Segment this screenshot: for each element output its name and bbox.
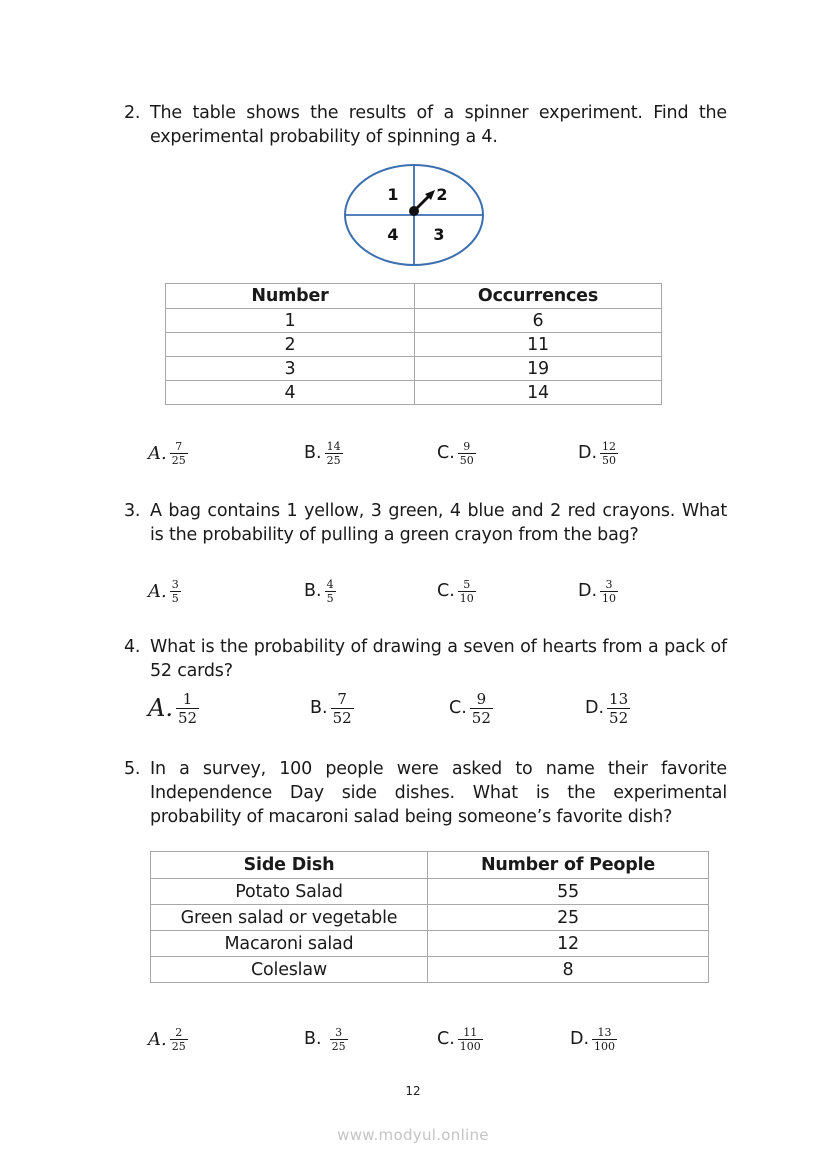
table-header: Number of People (428, 852, 709, 879)
fraction: $\frac{5}{10}$ (459, 577, 474, 605)
question-2 (124, 101, 727, 149)
table-row (151, 931, 709, 957)
fraction: $\frac{12}{50}$ (602, 439, 617, 467)
spinner-section-2: 2 (436, 185, 448, 204)
option-b[interactable]: B. $\frac{3}{25}$ (304, 1025, 346, 1053)
question-text: What is the probability of drawing a seven of hearts from a pack of 52 cards? (150, 637, 727, 681)
table-cell: 11 (415, 333, 662, 357)
option-b[interactable]: B. $\frac{4}{5}$ (304, 577, 334, 605)
question-text: In a survey, 100 people were asked to name their favorite Independence Day side dishes. What is the experimental probability of macaroni salad being someone’s favorite dish? (150, 759, 727, 827)
table-cell: 4 (166, 381, 415, 405)
table-cell: 1 (166, 309, 415, 333)
table-cell: Macaroni salad (151, 931, 428, 957)
option-a[interactable]: A. $\frac{7}{25}$ (148, 439, 186, 467)
table-row (166, 357, 662, 381)
question-3 (124, 499, 727, 547)
table-header: Side Dish (151, 852, 428, 879)
option-c[interactable]: C. $\frac{9}{50}$ (437, 439, 474, 467)
table-cell: 55 (428, 879, 709, 905)
question-number: 2. (124, 103, 141, 123)
fraction: $\frac{14}{25}$ (326, 439, 341, 467)
fraction: $\frac{7}{25}$ (171, 439, 186, 467)
table-header: Occurrences (415, 284, 662, 309)
table-cell: Potato Salad (151, 879, 428, 905)
option-b[interactable]: B. $\frac{7}{52}$ (310, 689, 352, 727)
table-cell: 14 (415, 381, 662, 405)
table-row (166, 333, 662, 357)
option-d[interactable]: D. $\frac{12}{50}$ (578, 439, 617, 467)
question-number: 4. (124, 637, 141, 657)
option-a[interactable]: A. $\frac{3}{5}$ (148, 577, 179, 605)
table-cell: 3 (166, 357, 415, 381)
table-row (166, 309, 662, 333)
side-dish-table (150, 851, 709, 983)
table-row (151, 957, 709, 983)
question-number: 5. (124, 759, 141, 779)
fraction: $\frac{1}{52}$ (177, 689, 198, 727)
question-4 (124, 635, 727, 683)
option-b[interactable]: B. $\frac{14}{25}$ (304, 439, 341, 467)
table-cell: Green salad or vegetable (151, 905, 428, 931)
answer-options-q2 (148, 431, 648, 475)
table-cell: 12 (428, 931, 709, 957)
page-number: 12 (405, 1084, 421, 1098)
fraction: $\frac{3}{10}$ (602, 577, 617, 605)
spinner-section-3: 3 (433, 225, 445, 244)
watermark: www.modyul.online (337, 1126, 489, 1144)
table-row (151, 879, 709, 905)
answer-options-q5 (148, 1017, 648, 1061)
table-cell: 19 (415, 357, 662, 381)
table-header: Number (166, 284, 415, 309)
spinner-section-4: 4 (387, 225, 399, 244)
fraction: $\frac{2}{25}$ (171, 1025, 186, 1053)
table-cell: Coleslaw (151, 957, 428, 983)
option-a[interactable]: A. $\frac{1}{52}$ (148, 689, 198, 727)
option-c[interactable]: C. $\frac{5}{10}$ (437, 577, 474, 605)
fraction: $\frac{9}{50}$ (459, 439, 474, 467)
question-text: A bag contains 1 yellow, 3 green, 4 blue and 2 red crayons. What is the probability of pulling a green crayon from the bag? (150, 501, 727, 545)
question-text: The table shows the results of a spinner experiment. Find the experimental probability of spinning a 4. (150, 103, 727, 147)
answer-options-q3 (148, 569, 648, 613)
fraction: $\frac{11}{100}$ (459, 1025, 481, 1053)
table-cell: 6 (415, 309, 662, 333)
fraction: $\frac{13}{100}$ (594, 1025, 616, 1053)
spinner-section-1: 1 (387, 185, 399, 204)
table-cell: 2 (166, 333, 415, 357)
fraction: $\frac{9}{52}$ (471, 689, 491, 727)
spinner-diagram (343, 163, 485, 267)
fraction: $\frac{3}{5}$ (171, 577, 179, 605)
fraction: $\frac{3}{25}$ (331, 1025, 346, 1053)
table-cell: 8 (428, 957, 709, 983)
option-a[interactable]: A. $\frac{2}{25}$ (148, 1025, 186, 1053)
fraction: $\frac{13}{52}$ (609, 689, 629, 727)
answer-options-q4 (148, 684, 648, 732)
fraction: $\frac{4}{5}$ (326, 577, 334, 605)
table-cell: 25 (428, 905, 709, 931)
option-c[interactable]: C. $\frac{9}{52}$ (449, 689, 491, 727)
fraction: $\frac{7}{52}$ (332, 689, 352, 727)
question-5 (124, 757, 727, 829)
question-number: 3. (124, 501, 141, 521)
table-row (151, 905, 709, 931)
option-d[interactable]: D. $\frac{13}{52}$ (585, 689, 629, 727)
spinner-results-table (165, 283, 662, 405)
table-row (166, 381, 662, 405)
option-d[interactable]: D. $\frac{13}{100}$ (570, 1025, 616, 1053)
spinner-pointer-icon (409, 190, 435, 216)
option-c[interactable]: C. $\frac{11}{100}$ (437, 1025, 481, 1053)
option-d[interactable]: D. $\frac{3}{10}$ (578, 577, 617, 605)
